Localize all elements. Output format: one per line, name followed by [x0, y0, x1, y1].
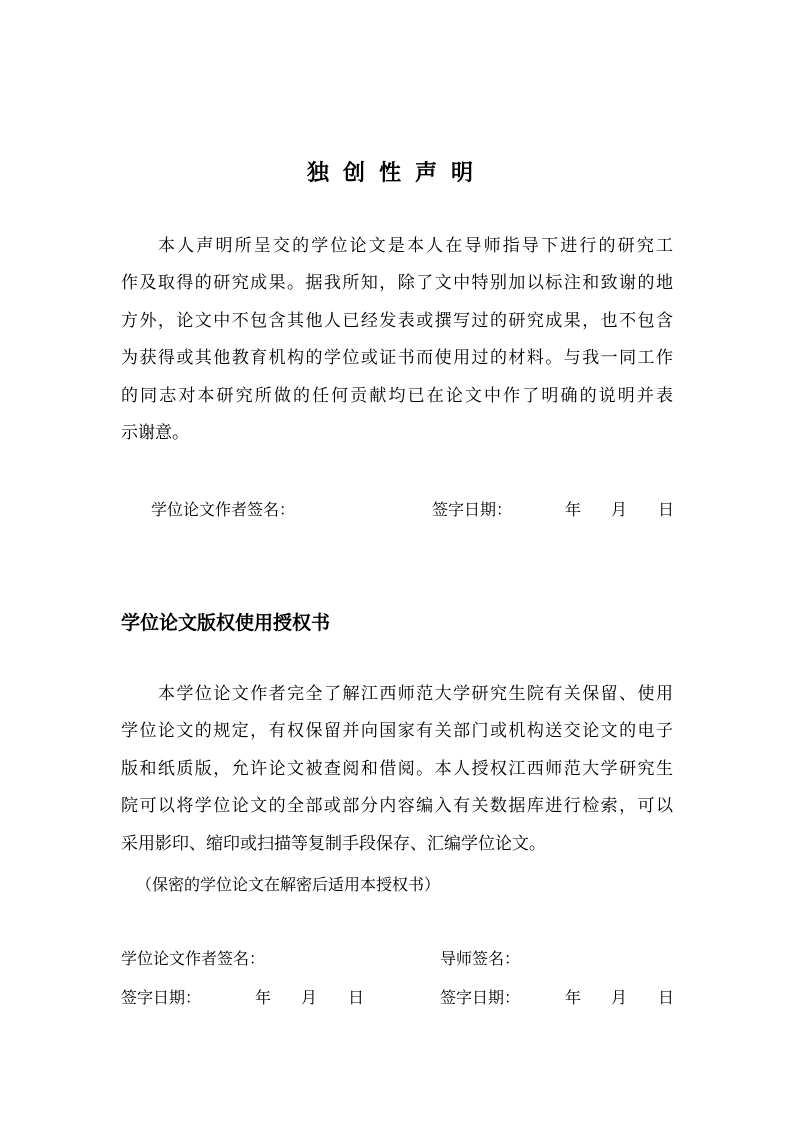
supervisor-sign-date-label: 签字日期：: [440, 988, 521, 1007]
declaration-sign-date-label: 签字日期：: [432, 500, 513, 519]
declaration-line: 方外，论文中不包含其他人已经发表或撰写过的研究成果，也不包含: [121, 311, 673, 331]
declaration-line: 本人声明所呈交的学位论文是本人在导师指导下进行的研究工: [158, 236, 673, 256]
declaration-line: 的同志对本研究所做的任何贡献均已在论文中作了明确的说明并表: [121, 386, 673, 406]
declaration-year-label: 年: [565, 500, 582, 519]
authorization-line: 本学位论文作者完全了解江西师范大学研究生院有关保留、使用: [158, 684, 673, 704]
authorization-line: 采用影印、缩印或扫描等复制手段保存、汇编学位论文。: [121, 834, 546, 854]
authorization-author-signature-label: 学位论文作者签名：: [121, 949, 266, 968]
supervisor-month-label: 月: [611, 988, 628, 1007]
author-month-label: 月: [301, 988, 318, 1007]
declaration-line: 作及取得的研究成果。据我所知，除了文中特别加以标注和致谢的地: [121, 273, 673, 293]
supervisor-signature-label: 导师签名：: [440, 949, 521, 968]
authorization-line: 版和纸质版，允许论文被查阅和借阅。本人授权江西师范大学研究生: [121, 759, 673, 779]
supervisor-year-label: 年: [565, 988, 582, 1007]
declaration-month-label: 月: [611, 500, 628, 519]
authorization-line: 院可以将学位论文的全部或部分内容编入有关数据库进行检索，可以: [121, 796, 673, 816]
supervisor-day-label: 日: [658, 988, 675, 1007]
authorization-line: 学位论文的规定，有权保留并向国家有关部门或机构送交论文的电子: [121, 721, 673, 741]
declaration-line: 示谢意。: [121, 423, 189, 443]
declaration-line: 为获得或其他教育机构的学位或证书而使用过的材料。与我一同工作: [121, 348, 673, 368]
author-year-label: 年: [255, 988, 272, 1007]
declaration-title: 独创性声明: [306, 161, 487, 186]
author-day-label: 日: [348, 988, 365, 1007]
author-sign-date-label: 签字日期：: [121, 988, 202, 1007]
authorization-title: 学位论文版权使用授权书: [121, 612, 331, 634]
declaration-day-label: 日: [658, 500, 675, 519]
confidential-note: （保密的学位论文在解密后适用本授权书）: [136, 875, 441, 894]
declaration-author-signature-label: 学位论文作者签名：: [151, 500, 296, 519]
